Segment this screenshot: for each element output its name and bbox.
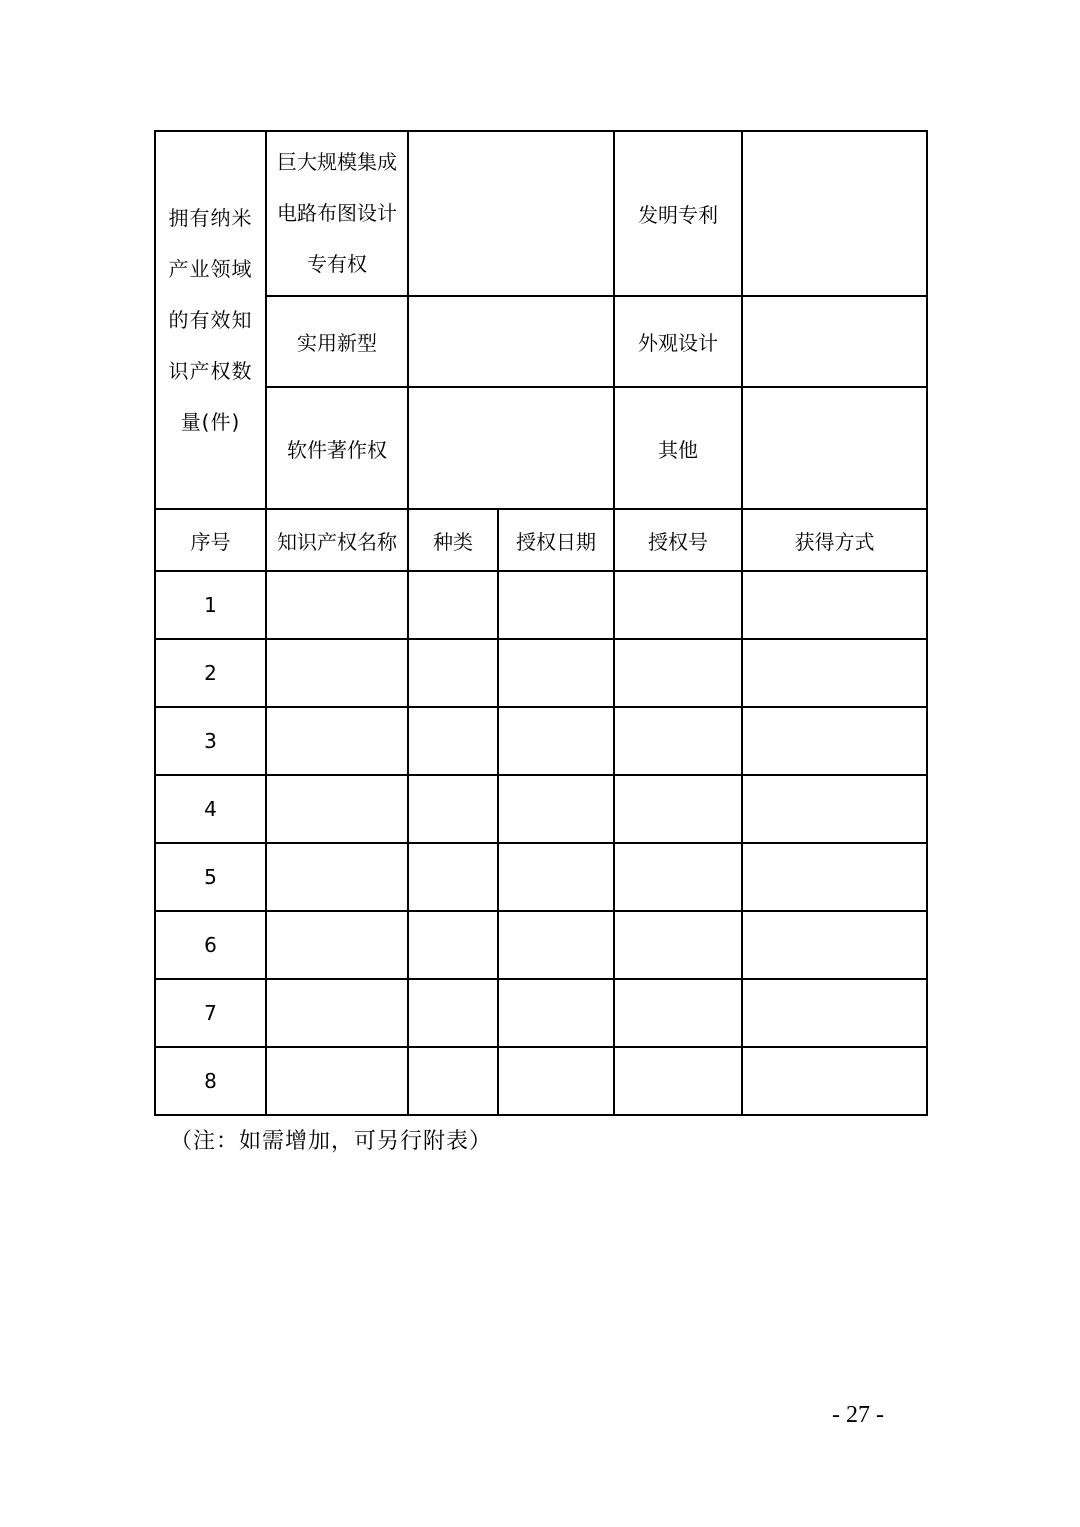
type-cell[interactable] <box>408 707 498 775</box>
type-cell[interactable] <box>408 1047 498 1115</box>
label-line: 专有权 <box>307 252 367 276</box>
table-note: （注：如需增加，可另行附表） <box>170 1129 493 1154</box>
summary-row <box>155 387 927 509</box>
table-row <box>155 571 927 639</box>
col-header-ip-name: 知识产权名称 <box>266 509 408 571</box>
grant-number-cell[interactable] <box>614 775 742 843</box>
row-index: 4 <box>155 775 266 843</box>
ip-name-cell[interactable] <box>266 843 408 911</box>
table-row <box>155 1047 927 1115</box>
row-index: 5 <box>155 843 266 911</box>
row-index: 1 <box>155 571 266 639</box>
side-label-line: 的有效知 <box>168 307 253 332</box>
ip-count-label <box>155 131 266 509</box>
utility-model-count-cell[interactable] <box>408 296 614 387</box>
col-header-index: 序号 <box>155 509 266 571</box>
row-index: 7 <box>155 979 266 1047</box>
side-label-line: 识产权数 <box>168 358 253 383</box>
header-row <box>155 509 927 571</box>
other-count-cell[interactable] <box>742 387 927 509</box>
invention-patent-count-cell[interactable] <box>742 131 927 296</box>
side-label-line: 拥有纳米 <box>168 205 253 230</box>
ip-name-cell[interactable] <box>266 707 408 775</box>
ip-table <box>154 130 928 1116</box>
grant-number-cell[interactable] <box>614 1047 742 1115</box>
col-header-grant-date: 授权日期 <box>498 509 614 571</box>
grant-date-cell[interactable] <box>498 775 614 843</box>
type-cell[interactable] <box>408 843 498 911</box>
grant-number-cell[interactable] <box>614 571 742 639</box>
type-cell[interactable] <box>408 979 498 1047</box>
row-index: 2 <box>155 639 266 707</box>
label-line: 电路布图设计 <box>277 201 397 225</box>
acquisition-method-cell[interactable] <box>742 911 927 979</box>
software-copyright-count-cell[interactable] <box>408 387 614 509</box>
table-row <box>155 775 927 843</box>
grant-date-cell[interactable] <box>498 843 614 911</box>
grant-number-cell[interactable] <box>614 911 742 979</box>
acquisition-method-cell[interactable] <box>742 707 927 775</box>
grant-number-cell[interactable] <box>614 843 742 911</box>
summary-row <box>155 131 927 296</box>
grant-number-cell[interactable] <box>614 707 742 775</box>
ip-name-cell[interactable] <box>266 1047 408 1115</box>
summary-row <box>155 296 927 387</box>
ip-name-cell[interactable] <box>266 639 408 707</box>
invention-patent-label: 发明专利 <box>614 131 742 296</box>
label-line: 巨大规模集成 <box>277 150 397 174</box>
other-label: 其他 <box>614 387 742 509</box>
grant-date-cell[interactable] <box>498 571 614 639</box>
grant-number-cell[interactable] <box>614 639 742 707</box>
type-cell[interactable] <box>408 775 498 843</box>
type-cell[interactable] <box>408 911 498 979</box>
acquisition-method-cell[interactable] <box>742 775 927 843</box>
row-index: 3 <box>155 707 266 775</box>
side-label-line: 量(件) <box>180 409 241 434</box>
grant-date-cell[interactable] <box>498 1047 614 1115</box>
row-index: 8 <box>155 1047 266 1115</box>
acquisition-method-cell[interactable] <box>742 571 927 639</box>
acquisition-method-cell[interactable] <box>742 843 927 911</box>
type-cell[interactable] <box>408 571 498 639</box>
page-number: - 27 - <box>832 1402 884 1428</box>
col-header-type: 种类 <box>408 509 498 571</box>
table-row <box>155 911 927 979</box>
side-label-line: 产业领域 <box>168 256 253 281</box>
grant-date-cell[interactable] <box>498 707 614 775</box>
acquisition-method-cell[interactable] <box>742 639 927 707</box>
label-line: 软件著作权 <box>287 437 387 462</box>
table-row <box>155 707 927 775</box>
ip-name-cell[interactable] <box>266 979 408 1047</box>
ip-name-cell[interactable] <box>266 775 408 843</box>
row-index: 6 <box>155 911 266 979</box>
acquisition-method-cell[interactable] <box>742 979 927 1047</box>
design-label: 外观设计 <box>614 296 742 387</box>
col-header-grant-number: 授权号 <box>614 509 742 571</box>
col-header-acquisition-method: 获得方式 <box>742 509 927 571</box>
utility-model-label <box>266 296 408 387</box>
table-row <box>155 979 927 1047</box>
type-cell[interactable] <box>408 639 498 707</box>
label-line: 实用新型 <box>297 331 377 355</box>
grant-date-cell[interactable] <box>498 911 614 979</box>
grant-date-cell[interactable] <box>498 979 614 1047</box>
grant-number-cell[interactable] <box>614 979 742 1047</box>
ip-name-cell[interactable] <box>266 911 408 979</box>
ic-layout-count-cell[interactable] <box>408 131 614 296</box>
software-copyright-label <box>266 387 408 509</box>
design-count-cell[interactable] <box>742 296 927 387</box>
acquisition-method-cell[interactable] <box>742 1047 927 1115</box>
table-row <box>155 639 927 707</box>
ic-layout-label <box>266 131 408 296</box>
ip-name-cell[interactable] <box>266 571 408 639</box>
table-row <box>155 843 927 911</box>
grant-date-cell[interactable] <box>498 639 614 707</box>
